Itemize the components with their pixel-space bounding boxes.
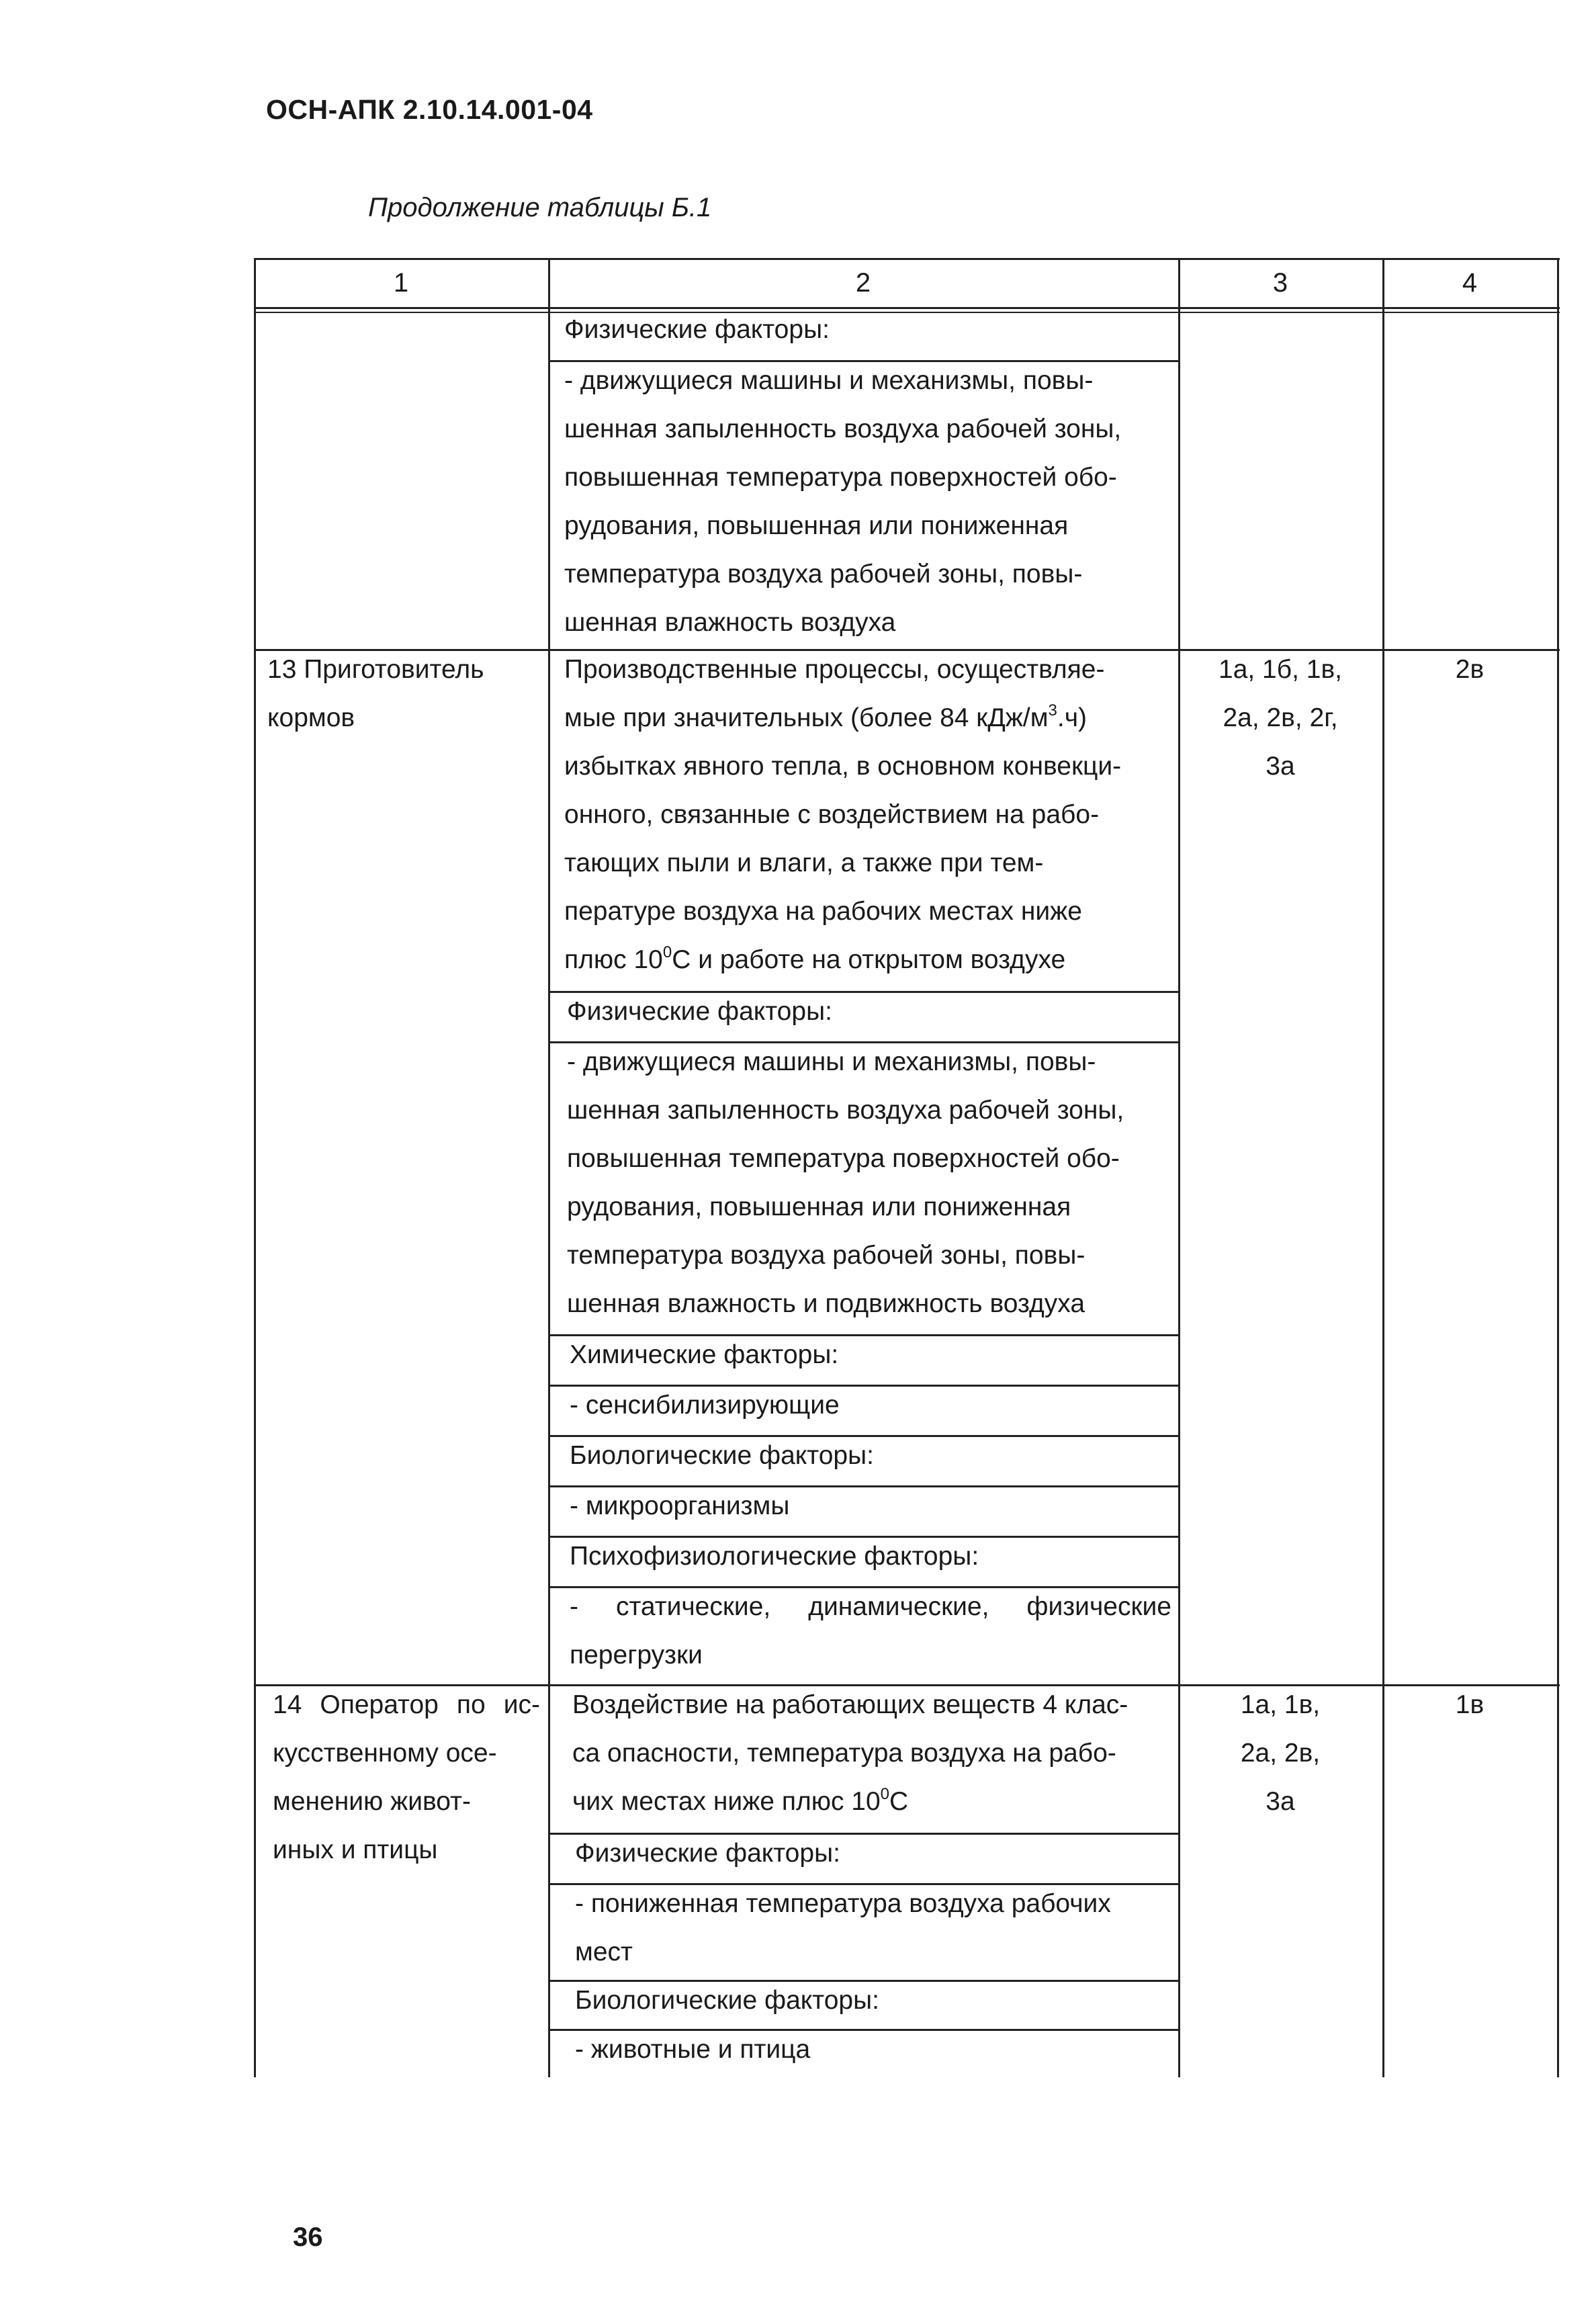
col-line-3-4 <box>1382 258 1384 2077</box>
row-14-profession <box>273 1681 540 1729</box>
header-col-2: 2 <box>855 268 871 298</box>
table-caption: Продолжение таблицы Б.1 <box>368 193 712 222</box>
row-13-physical-line: температура воздуха рабочей зоны, повы- <box>567 1241 1085 1270</box>
row-13-profession: кормов <box>267 703 355 732</box>
row-13-profession: 13 Приготовитель <box>267 655 484 684</box>
row-14-col3: 1а, 1в, <box>1240 1690 1321 1719</box>
row-14-profession: менению живот- <box>273 1787 471 1816</box>
superscript-degree: 0 <box>880 1785 890 1803</box>
header-col-1: 1 <box>393 268 409 298</box>
superscript-degree: 0 <box>662 943 672 961</box>
row-13-process-line: тающих пыли и влаги, а также при тем- <box>564 849 1044 877</box>
psycho-word: динамические, <box>808 1592 989 1621</box>
document-code: ОСН-АПК 2.10.14.001-04 <box>266 94 593 125</box>
row-13-process-line <box>564 936 1065 984</box>
page-number: 36 <box>293 2222 323 2252</box>
row-14-biological-item: - животные и птица <box>575 2035 811 2064</box>
row-13-physical-title: Физические факторы: <box>567 997 832 1026</box>
row-13-process-line: избытках явного тепла, в основном конвекци- <box>564 752 1122 781</box>
row-14-process-line: Воздействие на работающих веществ 4 клас- <box>572 1690 1128 1719</box>
row-14-process-text: С <box>889 1787 909 1816</box>
row-13-process-line <box>564 694 1087 742</box>
row-14-process-line: са опасности, температура воздуха на рабо- <box>572 1739 1116 1768</box>
row-14-process-line <box>572 1778 908 1826</box>
row-13-process-line: Производственные процессы, осуществляе- <box>564 655 1105 684</box>
psycho-word: физические <box>1026 1592 1171 1621</box>
row-13-col3: 2а, 2в, 2г, <box>1223 703 1338 732</box>
psycho-word: статические, <box>615 1592 771 1621</box>
row-14-profession: кусственному осе- <box>273 1739 497 1768</box>
row-13-process-line: пературе воздуха на рабочих местах ниже <box>564 897 1082 926</box>
row-13-col4: 2в <box>1455 655 1484 684</box>
row-13-physical-line: шенная влажность и подвижность воздуха <box>567 1289 1085 1318</box>
row-13-process-text: плюс 10 <box>564 945 663 974</box>
profession-word: по <box>456 1690 486 1719</box>
row-13-col3: 3а <box>1266 752 1295 781</box>
row-13-process-text: С и работе на открытом воздухе <box>672 945 1066 974</box>
row-13-physical-line: - движущиеся машины и механизмы, повы- <box>567 1047 1096 1076</box>
cont-physical-line: повышенная температура поверхностей обо- <box>564 463 1117 492</box>
row-13-chemical-item: - сенсибилизирующие <box>570 1391 840 1420</box>
row-14-physical-line: мест <box>575 1938 633 1966</box>
cont-physical-line: шенная влажность воздуха <box>564 608 896 637</box>
cont-physical-line: рудования, повышенная или пониженная <box>564 511 1069 540</box>
profession-word: 14 <box>273 1690 302 1719</box>
row-13-psycho-title: Психофизиологические факторы: <box>570 1542 979 1571</box>
row-14-col4: 1в <box>1455 1690 1484 1719</box>
col-line-left <box>254 258 256 2077</box>
row-13-biological-item: - микроорганизмы <box>570 1491 790 1520</box>
row-14-process-text: чих местах ниже плюс 10 <box>572 1787 881 1816</box>
cont-physical-title: Физические факторы: <box>564 315 830 344</box>
row-13-process-text: мые при значительных (более 84 кДж/м <box>564 703 1049 732</box>
row-13-psycho-line <box>570 1583 1171 1631</box>
row-13-col3: 1а, 1б, 1в, <box>1218 655 1342 684</box>
row-13-physical-line: шенная запыленность воздуха рабочей зоны, <box>567 1096 1124 1125</box>
row-13-process-line: онного, связанные с воздействием на рабо- <box>564 800 1100 829</box>
superscript-3: 3 <box>1048 701 1057 720</box>
cont-physical-line: - движущиеся машины и механизмы, повы- <box>564 366 1094 395</box>
psycho-word: - <box>570 1592 578 1621</box>
header-col-4: 4 <box>1462 268 1478 298</box>
row-14-physical-line: - пониженная температура воздуха рабочих <box>575 1889 1111 1918</box>
row-13-psycho-line: перегрузки <box>570 1641 703 1669</box>
profession-word: Оператор <box>320 1690 439 1719</box>
row-13-chemical-title: Химические факторы: <box>570 1340 839 1369</box>
row-13-physical-line: повышенная температура поверхностей обо- <box>567 1144 1120 1173</box>
row-13-physical-line: рудования, повышенная или пониженная <box>567 1192 1071 1221</box>
row-14-profession: иных и птицы <box>273 1835 438 1864</box>
row-14-col3: 3а <box>1266 1787 1295 1816</box>
row-14-col3: 2а, 2в, <box>1240 1739 1321 1768</box>
row-13-biological-title: Биологические факторы: <box>570 1441 874 1470</box>
header-bottom-border <box>254 307 1560 309</box>
col-line-right <box>1557 258 1559 2077</box>
header-bottom-border-double <box>254 312 1560 313</box>
cont-physical-line: шенная запыленность воздуха рабочей зоны, <box>564 415 1122 443</box>
row-14-biological-title: Биологические факторы: <box>575 1986 879 2015</box>
profession-word: ис- <box>503 1690 540 1719</box>
header-col-3: 3 <box>1272 268 1288 298</box>
col-line-1-2 <box>548 258 550 2077</box>
row-14-physical-title: Физические факторы: <box>575 1839 840 1868</box>
row-13-process-text: .ч) <box>1057 703 1088 732</box>
cont-physical-line: температура воздуха рабочей зоны, повы- <box>564 560 1083 589</box>
